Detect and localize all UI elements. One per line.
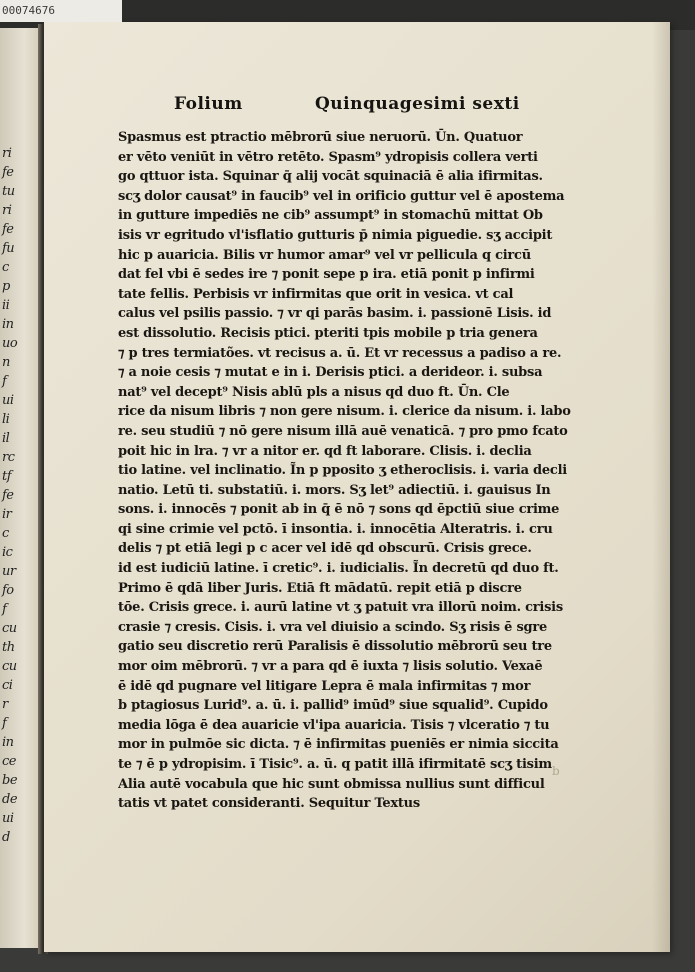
facing-page-fragment: f xyxy=(2,716,7,731)
text-line: isis vr egritudo vl'isflatio gutturis p̄ nimia piguedie. sʒ accipit xyxy=(118,227,553,243)
text-line: poit hic in lra. ⁊ vr a nitor er. qd ft laborare. Clisis. i. declia xyxy=(118,443,532,459)
running-head xyxy=(44,94,670,124)
facing-page-fragment: ri xyxy=(2,203,12,218)
facing-page-fragment: fu xyxy=(2,241,15,256)
facing-page-fragment: ur xyxy=(2,564,16,579)
facing-page-fragment: li xyxy=(2,412,10,427)
text-line: calus vel psilis passio. ⁊ vr qi parās basim. i. passionē Lisis. id xyxy=(118,306,552,322)
text-line: ⁊ a noie cesis ⁊ mutat e in i. Derisis ptici. a derideor. i. subsa xyxy=(118,365,543,381)
facing-page-fragment: th xyxy=(2,640,15,655)
text-line: est dissolutio. Recisis ptici. pteriti tpis mobile p tria genera xyxy=(118,325,538,341)
text-block xyxy=(118,128,588,814)
text-line: hic p auaricia. Bilis vr humor amar⁹ vel vr pellicula q circū xyxy=(118,247,531,263)
folio-number: Quinquagesimi sexti xyxy=(315,94,520,114)
text-line: sons. i. innocēs ⁊ ponit ab in q̄ ē nō ⁊ sons qd ēpctiū siue crime xyxy=(118,502,560,518)
facing-page-fragment: f xyxy=(2,374,7,389)
facing-page-fragment: cu xyxy=(2,621,17,636)
text-line: re. seu studiū ⁊ nō gere nisum illā auē venaticā. ⁊ pro pmo fcato xyxy=(118,423,568,439)
text-line: mor in pulmōe sic dicta. ⁊ ē infirmitas pueniēs er nimia siccita xyxy=(118,737,559,753)
text-line: b ptagiosus Lurid⁹. a. ū. i. pallid⁹ imūd⁹ siue squalid⁹. Cupido xyxy=(118,698,548,714)
facing-page-fragment: ir xyxy=(2,507,12,522)
facing-page-fragment: tf xyxy=(2,469,12,484)
reference-number: 00074676 xyxy=(0,0,122,22)
text-line: in gutture impediēs ne cib⁹ assumpt⁹ in stomachū mittat Ob xyxy=(118,208,543,224)
facing-page-fragment: ui xyxy=(2,393,14,408)
facing-page-fragment: rc xyxy=(2,450,15,465)
facing-page-fragment: c xyxy=(2,526,9,541)
facing-page-fragment: n xyxy=(2,355,10,370)
text-line: scʒ dolor causat⁹ in faucib⁹ vel in orificio guttur vel ē apostema xyxy=(118,188,565,204)
book-page xyxy=(44,22,670,952)
text-line: mor oim mēbrorū. ⁊ vr a para qd ē iuxta ⁊ lisis solutio. Vexaē xyxy=(118,659,543,675)
text-line: ē idē qd pugnare vel litigare Lepra ē mala infirmitas ⁊ mor xyxy=(118,678,531,694)
text-line: Primo ē qdā liber Juris. Etiā ft mādatū. repit etiā p discre xyxy=(118,580,522,596)
text-line: natio. Letū ti. substatiū. i. mors. Sʒ let⁹ adiectiū. i. gauisus In xyxy=(118,482,551,498)
facing-page-fragment: de xyxy=(2,792,18,807)
facing-page-fragment: ri xyxy=(2,146,12,161)
text-line: tio latine. vel inclinatio. Ĩn p pposito ʒ etheroclisis. i. varia decli xyxy=(118,463,567,479)
text-line: dat fel vbi ē sedes ire ⁊ ponit sepe p ira. etiā ponit p infirmi xyxy=(118,267,535,283)
text-line: ⁊ p tres termiatões. vt recisus a. ū. Et vr recessus a padiso a re. xyxy=(118,345,562,361)
text-line: er vēto veniūt in vētro retēto. Spasm⁹ ydropisis collera verti xyxy=(118,149,538,165)
text-line: qi sine crimie vel pctō. ī insontia. i. innocētia Alteratris. i. cru xyxy=(118,521,553,537)
text-line: rice da nisum libris ⁊ non gere nisum. i. clerice da nisum. i. labo xyxy=(118,404,571,420)
facing-page-fragment: p xyxy=(2,279,10,294)
facing-page-fragment: fe xyxy=(2,488,14,503)
facing-page-fragment: ce xyxy=(2,754,16,769)
text-line: media lōga ē dea auaricie vl'ipa auaricia. Tisis ⁊ vlceratio ⁊ tu xyxy=(118,717,550,733)
facing-page-fragment: ic xyxy=(2,545,13,560)
facing-page-fragment: r xyxy=(2,697,8,712)
text-line: tate fellis. Perbisis vr infirmitas que orit in vesica. vt cal xyxy=(118,286,514,302)
text-line: id est iudiciū latine. ī cretic⁹. i. iudicialis. Ĩn decretū qd duo ft. xyxy=(118,561,559,577)
facing-page-fragment: il xyxy=(2,431,10,446)
text-line: go qttuor ista. Squinar q̄ alij vocāt squinaciā ē alia ifirmitas. xyxy=(118,169,543,185)
facing-page-fragment: tu xyxy=(2,184,15,199)
text-line: tatis vt patet consideranti. Sequitur Textus xyxy=(118,796,420,812)
text-line: te ⁊ ē p ydropisim. ī Tisic⁹. a. ū. q patit illā ifirmitatē scʒ tisim xyxy=(118,757,552,772)
facing-page-fragment: f xyxy=(2,602,7,617)
text-line: nat⁹ vel decept⁹ Nisis ablū pls a nisus qd duo ft. Ūn. Cle xyxy=(118,384,510,400)
facing-page-fragment: ii xyxy=(2,298,10,313)
facing-page-fragment: d xyxy=(2,830,10,845)
facing-page-fragment: fe xyxy=(2,222,14,237)
facing-page-fragment: c xyxy=(2,260,9,275)
text-line: Spasmus est ptractio mēbrorū siue neruorū. Ūn. Quatuor xyxy=(118,130,523,145)
facing-page-fragment: uo xyxy=(2,336,18,351)
text-line: gatio seu discretio rerū Paralisis ē dissolutio mēbrorū seu tre xyxy=(118,639,552,655)
text-line: Alia autē vocabula que hic sunt obmissa nullius sunt difficul xyxy=(118,776,545,792)
facing-page-fragment: in xyxy=(2,317,14,332)
facing-page-fragment: fe xyxy=(2,165,14,180)
facing-page-fragment: cu xyxy=(2,659,17,674)
facing-page-fragment: be xyxy=(2,773,18,788)
facing-page-fragment: fo xyxy=(2,583,14,598)
text-line: tōe. Crisis grece. i. aurū latine vt ʒ patuit vra illorū noim. crisis xyxy=(118,600,563,616)
text-line: crasie ⁊ cresis. Cisis. i. vra vel diuisio a scindo. Sʒ risis ē sgre xyxy=(118,619,547,635)
facing-page-fragment: in xyxy=(2,735,14,750)
facing-page-fragment: ui xyxy=(2,811,14,826)
folium-label: Folium xyxy=(174,94,243,114)
text-line: delis ⁊ pt etiā legi p c acer vel idē qd obscurū. Crisis grece. xyxy=(118,541,532,557)
bleed-through-mark: b xyxy=(552,764,560,778)
facing-page-fragment: ci xyxy=(2,678,13,693)
